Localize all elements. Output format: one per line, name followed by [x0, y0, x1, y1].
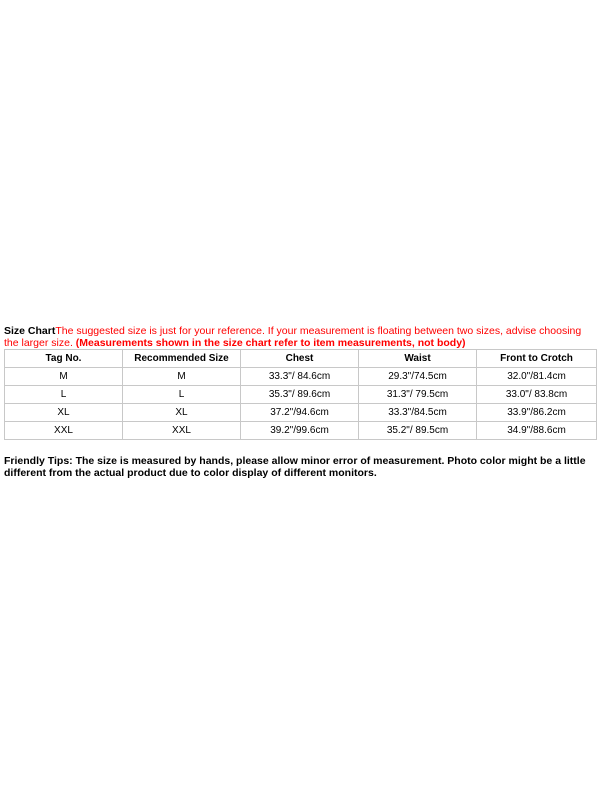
- cell-waist: 31.3"/ 79.5cm: [359, 386, 477, 404]
- header-recommended-size: Recommended Size: [123, 350, 241, 368]
- table-row: [5, 404, 597, 422]
- header-front-to-crotch: Front to Crotch: [477, 350, 597, 368]
- table-header-row: [5, 350, 597, 368]
- table-row: [5, 368, 597, 386]
- header-waist: Waist: [359, 350, 477, 368]
- cell-chest: 39.2"/99.6cm: [241, 422, 359, 440]
- cell-chest: 33.3"/ 84.6cm: [241, 368, 359, 386]
- cell-chest: 35.3"/ 89.6cm: [241, 386, 359, 404]
- table-row: [5, 422, 597, 440]
- cell-waist: 33.3"/84.5cm: [359, 404, 477, 422]
- cell-waist: 35.2"/ 89.5cm: [359, 422, 477, 440]
- size-chart-title: Size Chart: [4, 325, 56, 337]
- cell-front-to-crotch: 32.0"/81.4cm: [477, 368, 597, 386]
- cell-waist: 29.3"/74.5cm: [359, 368, 477, 386]
- cell-front-to-crotch: 33.9"/86.2cm: [477, 404, 597, 422]
- cell-tag-no: L: [5, 386, 123, 404]
- cell-front-to-crotch: 33.0"/ 83.8cm: [477, 386, 597, 404]
- cell-tag-no: XXL: [5, 422, 123, 440]
- cell-tag-no: M: [5, 368, 123, 386]
- cell-recommended-size: XL: [123, 404, 241, 422]
- cell-recommended-size: XXL: [123, 422, 241, 440]
- cell-front-to-crotch: 34.9"/88.6cm: [477, 422, 597, 440]
- header-tag-no: Tag No.: [5, 350, 123, 368]
- cell-chest: 37.2"/94.6cm: [241, 404, 359, 422]
- cell-tag-no: XL: [5, 404, 123, 422]
- cell-recommended-size: M: [123, 368, 241, 386]
- cell-recommended-size: L: [123, 386, 241, 404]
- table-row: [5, 386, 597, 404]
- size-chart-intro: [4, 325, 596, 349]
- measurement-note: (Measurements shown in the size chart refer to item measurements, not body): [75, 337, 466, 349]
- size-advice-note: The suggested size is just for your reference. If your measurement is floating between two sizes, advise choosing the larger size.: [4, 325, 582, 349]
- friendly-tips: Friendly Tips: The size is measured by hands, please allow minor error of measurement. Photo color might be a little different from the actual product due to color display of different monitors.: [4, 455, 586, 479]
- size-chart-table: [4, 349, 597, 440]
- header-chest: Chest: [241, 350, 359, 368]
